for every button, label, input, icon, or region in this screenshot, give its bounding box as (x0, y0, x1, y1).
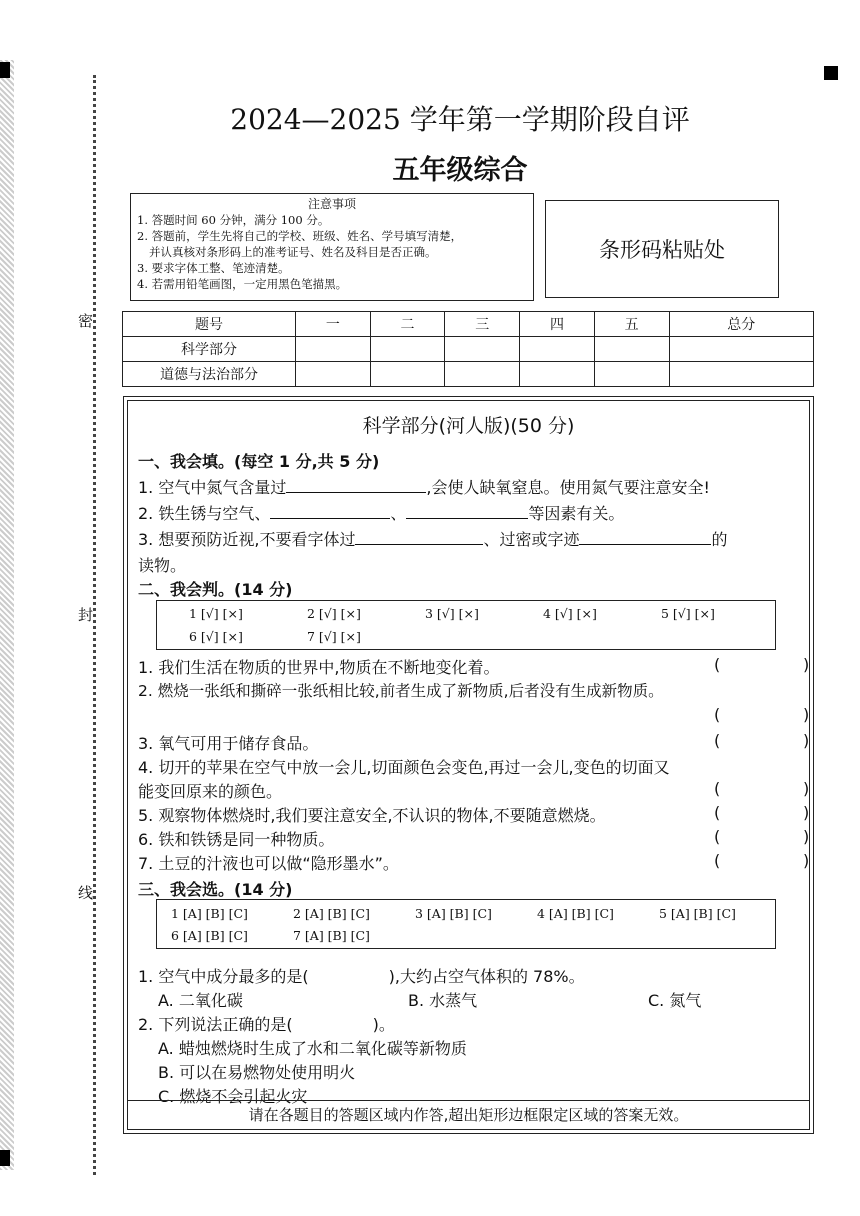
choice-answer-option[interactable]: 1 [A] [B] [C] (171, 906, 248, 921)
judge-answer-option[interactable]: 6 [√] [×] (189, 629, 243, 644)
judge-q6: 6. 铁和铁锈是同一种物质。 (138, 830, 335, 849)
answer-blank[interactable] (286, 478, 426, 493)
sec1-heading: 一、我会填。(每空 1 分,共 5 分) (138, 452, 380, 471)
score-header: 三 (445, 312, 520, 337)
fill-q1 (138, 475, 710, 498)
answer-paren-left[interactable]: ( (714, 655, 721, 674)
choice-q1-option-a: A. 二氧化碳 (158, 991, 243, 1010)
seal-char-feng: 封 (78, 602, 93, 627)
q-text: 等因素有关。 (528, 504, 625, 523)
judge-q4-cont: 能变回原来的颜色。 (138, 782, 283, 801)
sec3-heading: 三、我会选。(14 分) (138, 880, 293, 899)
score-cell[interactable] (370, 337, 445, 362)
seal-char-mi: 密 (78, 308, 93, 333)
score-cell[interactable] (296, 337, 371, 362)
alignment-mark (824, 66, 838, 80)
answer-paren-left[interactable]: ( (714, 827, 721, 846)
seal-char-xian: 线 (78, 880, 93, 905)
answer-blank[interactable] (355, 530, 483, 545)
choice-q2-option-b: B. 可以在易燃物处使用明火 (158, 1063, 356, 1082)
q-text: ,会使人缺氧窒息。使用氮气要注意安全! (426, 478, 710, 497)
choice-q2 (138, 1012, 395, 1035)
answer-paren-left[interactable]: ( (714, 803, 721, 822)
judge-q7: 7. 土豆的汁液也可以做“隐形墨水”。 (138, 854, 399, 873)
note-item: 2. 答题前，学生先将自己的学校、班级、姓名、学号填写清楚， (137, 229, 463, 243)
score-cell[interactable] (370, 362, 445, 387)
score-cell[interactable] (669, 362, 813, 387)
binding-edge-pattern (0, 60, 14, 1170)
sec2-heading: 二、我会判。(14 分) (138, 580, 293, 599)
notes-box (130, 193, 534, 301)
q-text: 、 (390, 504, 407, 523)
alignment-mark (0, 62, 10, 78)
answer-paren-right[interactable]: ) (803, 731, 810, 750)
answer-blank[interactable] (406, 504, 528, 519)
judge-answer-option[interactable]: 3 [√] [×] (425, 606, 479, 621)
score-cell[interactable] (296, 362, 371, 387)
answer-paren-left[interactable]: ( (714, 705, 721, 724)
answer-area-notice: 请在各题目的答题区域内作答,超出矩形边框限定区域的答案无效。 (128, 1100, 809, 1129)
score-table (122, 311, 814, 387)
judge-answer-option[interactable]: 2 [√] [×] (307, 606, 361, 621)
answer-paren-right[interactable]: ) (803, 803, 810, 822)
answer-paren-right[interactable]: ) (803, 851, 810, 870)
seal-line (93, 75, 96, 1175)
q-text: 1. 空气中氮气含量过 (138, 478, 287, 497)
science-panel-inner (127, 400, 810, 1130)
judge-q4: 4. 切开的苹果在空气中放一会儿,切面颜色会变色,再过一会儿,变色的切面又 (138, 758, 670, 777)
q-text: 、过密或字迹 (483, 530, 580, 549)
judge-answer-option[interactable]: 4 [√] [×] (543, 606, 597, 621)
score-cell[interactable] (445, 337, 520, 362)
exam-title: 2024—2025 学年第一学期阶段自评 (230, 103, 690, 136)
science-panel (123, 396, 814, 1134)
q-text: 2. 铁生锈与空气、 (138, 504, 271, 523)
judge-answer-option[interactable]: 7 [√] [×] (307, 629, 361, 644)
barcode-label: 条形码粘贴处 (599, 238, 725, 262)
choice-q1-option-b: B. 水蒸气 (408, 991, 478, 1010)
choice-answer-option[interactable]: 3 [A] [B] [C] (415, 906, 492, 921)
score-cell[interactable] (520, 337, 595, 362)
score-header: 二 (370, 312, 445, 337)
answer-paren-right[interactable]: ) (803, 779, 810, 798)
note-item: 1. 答题时间 60 分钟，满分 100 分。 (137, 213, 330, 227)
q-text: 2. 下列说法正确的是( (138, 1015, 293, 1034)
answer-paren-left[interactable]: ( (714, 731, 721, 750)
score-cell[interactable] (594, 337, 669, 362)
judge-q3: 3. 氧气可用于储存食品。 (138, 734, 319, 753)
exam-subtitle: 五年级综合 (392, 155, 528, 186)
answer-blank[interactable] (579, 530, 711, 545)
score-header: 总分 (669, 312, 813, 337)
score-header: 一 (296, 312, 371, 337)
score-cell[interactable] (445, 362, 520, 387)
answer-paren-right[interactable]: ) (803, 655, 810, 674)
fill-q3 (138, 527, 727, 550)
score-header: 题号 (123, 312, 296, 337)
score-row-label: 道德与法治部分 (123, 362, 296, 387)
judge-answer-option[interactable]: 5 [√] [×] (661, 606, 715, 621)
answer-paren-left[interactable]: ( (714, 851, 721, 870)
choice-answer-option[interactable]: 5 [A] [B] [C] (659, 906, 736, 921)
choice-answer-option[interactable]: 6 [A] [B] [C] (171, 928, 248, 943)
q-text: )。 (372, 1015, 395, 1034)
note-item: 4. 若需用铅笔画图，一定用黑色笔描黑。 (137, 277, 348, 291)
judge-q1: 1. 我们生活在物质的世界中,物质在不断地变化着。 (138, 658, 500, 677)
score-header: 四 (520, 312, 595, 337)
choice-answer-box (156, 899, 776, 949)
fill-q3-cont: 读物。 (138, 556, 187, 575)
judge-q5: 5. 观察物体燃烧时,我们要注意安全,不认识的物体,不要随意燃烧。 (138, 806, 606, 825)
answer-paren-left[interactable]: ( (714, 779, 721, 798)
fill-q2 (138, 501, 624, 524)
score-header: 五 (594, 312, 669, 337)
alignment-mark (0, 1150, 10, 1166)
choice-answer-option[interactable]: 2 [A] [B] [C] (293, 906, 370, 921)
q-text: 3. 想要预防近视,不要看字体过 (138, 530, 356, 549)
q-text: 的 (711, 530, 728, 549)
note-item: 3. 要求字体工整、笔迹清楚。 (137, 261, 290, 275)
choice-q1-option-c: C. 氮气 (648, 991, 702, 1010)
q-text: ),大约占空气体积的 78%。 (388, 967, 585, 986)
choice-answer-option[interactable]: 7 [A] [B] [C] (293, 928, 370, 943)
score-cell[interactable] (594, 362, 669, 387)
answer-paren-right[interactable]: ) (803, 827, 810, 846)
score-cell[interactable] (520, 362, 595, 387)
answer-paren-right[interactable]: ) (803, 705, 810, 724)
judge-q2: 2. 燃烧一张纸和撕碎一张纸相比较,前者生成了新物质,后者没有生成新物质。 (138, 682, 664, 700)
choice-q1 (138, 964, 585, 987)
choice-q2-option-a: A. 蜡烛燃烧时生成了水和二氧化碳等新物质 (158, 1039, 467, 1058)
barcode-area (545, 200, 779, 298)
judge-answer-option[interactable]: 1 [√] [×] (189, 606, 243, 621)
score-row-label: 科学部分 (123, 337, 296, 362)
notes-heading: 注意事项 (307, 197, 356, 211)
note-item: 并认真核对条形码上的准考证号、姓名及科目是否正确。 (149, 245, 437, 259)
judge-answer-box (156, 600, 776, 650)
section-title: 科学部分(河人版)(50 分) (362, 415, 575, 437)
q-text: 1. 空气中成分最多的是( (138, 967, 309, 986)
choice-q2-option-c: C. 燃烧不会引起火灾 (158, 1087, 308, 1106)
answer-blank[interactable] (270, 504, 390, 519)
score-cell[interactable] (669, 337, 813, 362)
choice-answer-option[interactable]: 4 [A] [B] [C] (537, 906, 614, 921)
